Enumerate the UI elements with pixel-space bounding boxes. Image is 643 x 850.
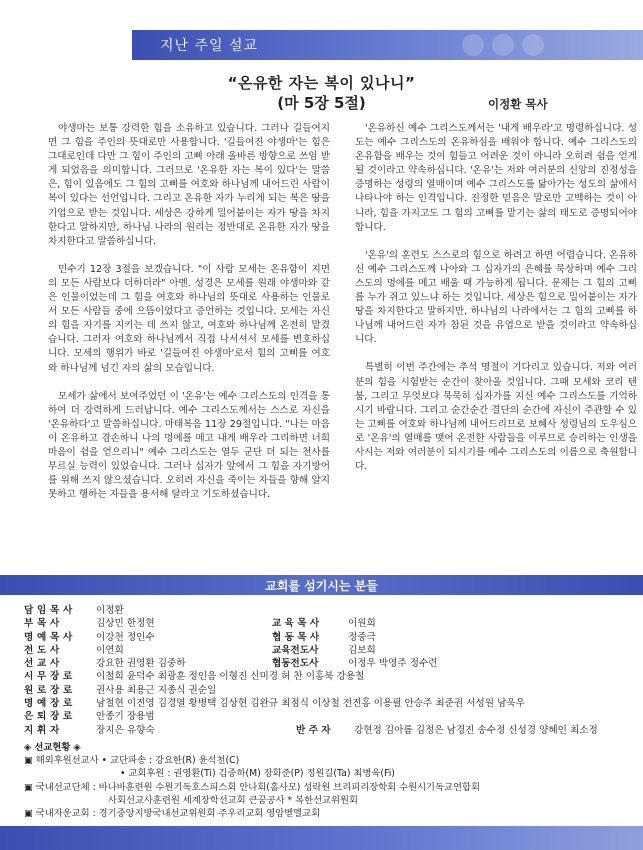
leader-names: 김보희	[348, 644, 376, 656]
leader-row	[24, 617, 634, 630]
missions-heading: ◈ 선교현황 ◈	[24, 742, 81, 753]
leader-names: 이강천 정인수	[96, 631, 155, 643]
sermon-paragraph: 특별히 이번 주간에는 추석 명절이 기다리고 있습니다. 저와 여러분의 힘을 시험받는 순간이 찾아올 것입니다. 그때 모세와 코리 텐 붐, 그리고 무엇보다 묵묵히 십자가를 지신 예수 그리스도를 기억하시기 바랍니다. 그리고 순간순간 결단의 순간에 자신이 주관할 수 있는 고삐를 여호와 하나님께 내어드리므로 보혜사 성령님의 도우심으로 '온유'의 열매를 맺어 온전한 사람들을 이루므로 승리하는 인생을 사시는 저와 여러분이 되시기를 예수 그리스도의 이름으로 축원합니다.	[355, 362, 637, 473]
leader-role: 은 퇴 장 로	[24, 711, 73, 723]
sermon-title: “온유한 자는 복이 있나니”	[227, 74, 416, 92]
missions-row: ▣ 해외후원선교사 • 교단파송 : 강요한(R) 윤석천(C)	[24, 755, 240, 767]
leader-names: 이철희 윤덕수 최광훈 정인음 이형진 신미경 허 찬 이홍북 강용철	[96, 671, 365, 683]
leaders-list	[24, 604, 634, 737]
leader-row	[24, 604, 634, 617]
missions-row: • 교회후원 : 권영환(Ti) 김중하(M) 장화준(P) 정원길(Ta) 최병욱(Fi)	[120, 768, 395, 780]
missions-row: ▣ 국내자운교회 : 경기중앙지방국내선교위원회 주우리교회 영암벧엘교회	[24, 807, 321, 819]
decorative-circle-icon	[492, 34, 514, 56]
leader-names: 장지은 유향숙	[96, 724, 155, 736]
leader-role: 반 주 자	[296, 724, 331, 736]
leader-row	[24, 670, 634, 683]
leader-names: 권사용 최용근 지종식 권순일	[96, 684, 217, 696]
leader-names: 남철현 이진영 김경열 황병택 김상현 김완규 최점식 이상철 전진홍 이용필 안승주 최준권 서성원 남욱우	[96, 698, 525, 710]
sermon-reference: (마 5장 5절)	[277, 94, 366, 112]
section-title: 지난 주일 설교	[160, 38, 259, 54]
leader-names: 정중극	[348, 631, 376, 643]
decorative-circle-icon	[522, 34, 544, 56]
leader-role: 담 임 목 사	[24, 605, 73, 616]
leader-role: 전 도 사	[24, 644, 60, 656]
leader-names: 안종기 장용범	[96, 711, 155, 723]
sermon-paragraph: '온유하신 예수 그리스도께서는 '내게 배우라'고 명령하십니다. 성도는 예수 그리스도의 온유하심을 배워야 합니다. 예수 그리스도의 온유함을 배우는 것이 힘들고 어려운 것이 아니라 오히려 쉼을 얻게 될 것이라고 약속하십니다. '온유'는 저와 여러분의 신앙의 진정성을 증명하는 성령의 열매이며 예수 그리스도를 닮아가는 성도의 삶에서 나타나야 하는 인격입니다. 진정한 믿음은 말로만 고백하는 것이 아니라, 힘을 가지고도 그 힘의 고삐를 맡기는 삶의 태도로 증명되어야 합니다.	[355, 123, 637, 233]
leader-names: 강요한 권영환 김중하	[96, 658, 186, 670]
leader-role: 명 예 목 사	[24, 631, 73, 643]
sermon-paragraph: 야생마는 보통 강력한 힘을 소유하고 있습니다. 그러나 길들여지면 그 힘을 주인의 뜻대로만 사용합니다. '길들여진 야생마'는 힘은 그대로인데 다만 그 힘이 주인의 고삐 아래 올바른 방향으로 쓰임 받게 되었음을 의미합니다. 그러므로 '온유한 자는 복이 있다'는 말씀은, 힘이 있음에도 그 힘의 고삐를 여호와 하나님께 내어드린 사람이 복이 있다는 선언입니다. 그리고 온유한 자가 누리게 되는 복은 땅을 기업으로 받는 것입니다. 세상은 강하게 밀어붙이는 자가 땅을 차지한다고 말하지만, 하나님 나라의 원리는 정반대로 온유한 자가 땅을 차지한다고 말씀하십니다.	[48, 123, 330, 247]
sermon-left-column	[48, 122, 330, 516]
missions-row: ▣ 국내선교단체 : 바나바훈련원 수원기독호스피스회 안나회(홀사모) 성락원 브리피리장학회 수원시기독교연합회	[24, 781, 480, 793]
leader-row	[24, 657, 634, 670]
missions-row: 사회선교사훈련원 세계장학선교회 큰꿈공사 * 복한선교위원회	[108, 794, 358, 806]
leader-row	[24, 631, 634, 644]
leader-role: 시 무 장 로	[24, 671, 73, 683]
leader-role: 부 목 사	[24, 618, 60, 630]
leader-role: 선 교 사	[24, 658, 60, 670]
leader-role: 원 로 장 로	[24, 684, 73, 696]
leader-role: 지 휘 자	[24, 724, 60, 736]
leader-names: 강현정 김아름 김정은 남경진 송수정 신성경 양혜인 최소정	[354, 724, 598, 736]
leader-role: 명 예 장 로	[24, 698, 73, 710]
leader-row	[24, 644, 634, 657]
leader-role: 교 육 목 사	[272, 618, 320, 630]
footer-bar	[0, 826, 643, 850]
sermon-paragraph: '온유'의 훈련도 스스로의 힘으로 하려고 하면 어렵습니다. 온유하신 예수 그리스도께 나아와 그 십자가의 은혜를 묵상하며 예수 그리스도의 멍에를 메고 배울 때 가능하게 됩니다. 문제는 그 힘의 고삐를 누가 쥐고 있느냐 하는 것입니다. 세상은 힘으로 밀어붙이는 자가 땅을 차지한다고 말하지만, 하나님의 나라에서는 그 힘의 고삐를 하나님께 내어드린 자가 참된 것을 유업으로 받을 것이라고 약속하십니다.	[355, 249, 637, 346]
preacher-name: 이정환 목사	[488, 97, 548, 111]
leaders-title: 교회를 섬기시는 분들	[265, 579, 378, 593]
sermon-paragraph: 모세가 삶에서 보여주었던 이 '온유'는 예수 그리스도의 인격을 통하여 더 강력하게 드러납니다. 예수 그리스도께서는 스스로 자신을 '온유하다'고 말씀하십니다. 마태복음 11장 29절입니다. "나는 마음이 온유하고 겸손하니 나의 멍에를 메고 내게 배우라 그리하면 너희 마음이 쉼을 얻으리니" 예수 그리스도는 열두 군단 더 되는 천사를 부르실 능력이 있었습니다. 그러나 십자가 앞에서 그 힘을 자기방어를 위해 쓰지 않으셨습니다. 오히려 자신을 죽이는 자들을 향해 알지 못하고 행하는 자들을 용서해 달라고 기도하셨습니다.	[48, 390, 330, 501]
sermon-right-column	[355, 122, 637, 488]
leader-row	[24, 710, 634, 723]
leader-names: 김상민 한정현	[96, 618, 155, 630]
leader-row	[24, 724, 634, 737]
leader-row	[24, 684, 634, 697]
decorative-circle-icon	[462, 34, 484, 56]
leader-names: 이정우 박영주 정수련	[348, 658, 438, 670]
leader-names: 이정환	[96, 605, 124, 616]
leader-role: 협 동 목 사	[272, 631, 320, 643]
leader-role: 교육전도사	[272, 644, 319, 656]
missions-section	[24, 741, 634, 820]
leader-names: 이원희	[348, 618, 376, 630]
leader-names: 이연희	[96, 644, 124, 656]
leader-row	[24, 697, 634, 710]
sermon-paragraph: 민수기 12장 3절을 보겠습니다. "이 사람 모세는 온유함이 지면의 모든 사람보다 더하더라" 아멘. 성경은 모세를 원래 야생마와 같은 인물이었는데 그 힘을 여호와 하나님의 뜻대로 사용하는 인물로서 모든 사람들 중에 으뜸이었다고 증언하는 것입니다. 모세는 자신의 힘을 자기를 지키는 데 쓰지 않고, 여호와 하나님께 온전히 맡겼습니다. 그러자 여호와 하나님께서 직접 나서셔서 모세를 변호하십니다. 모세의 행위가 바로 '길들여진 야생마'로서 힘의 고삐를 여호와 하나님께 넘긴 자의 삶의 모습입니다.	[48, 263, 330, 374]
leader-role: 협동전도사	[272, 658, 319, 670]
